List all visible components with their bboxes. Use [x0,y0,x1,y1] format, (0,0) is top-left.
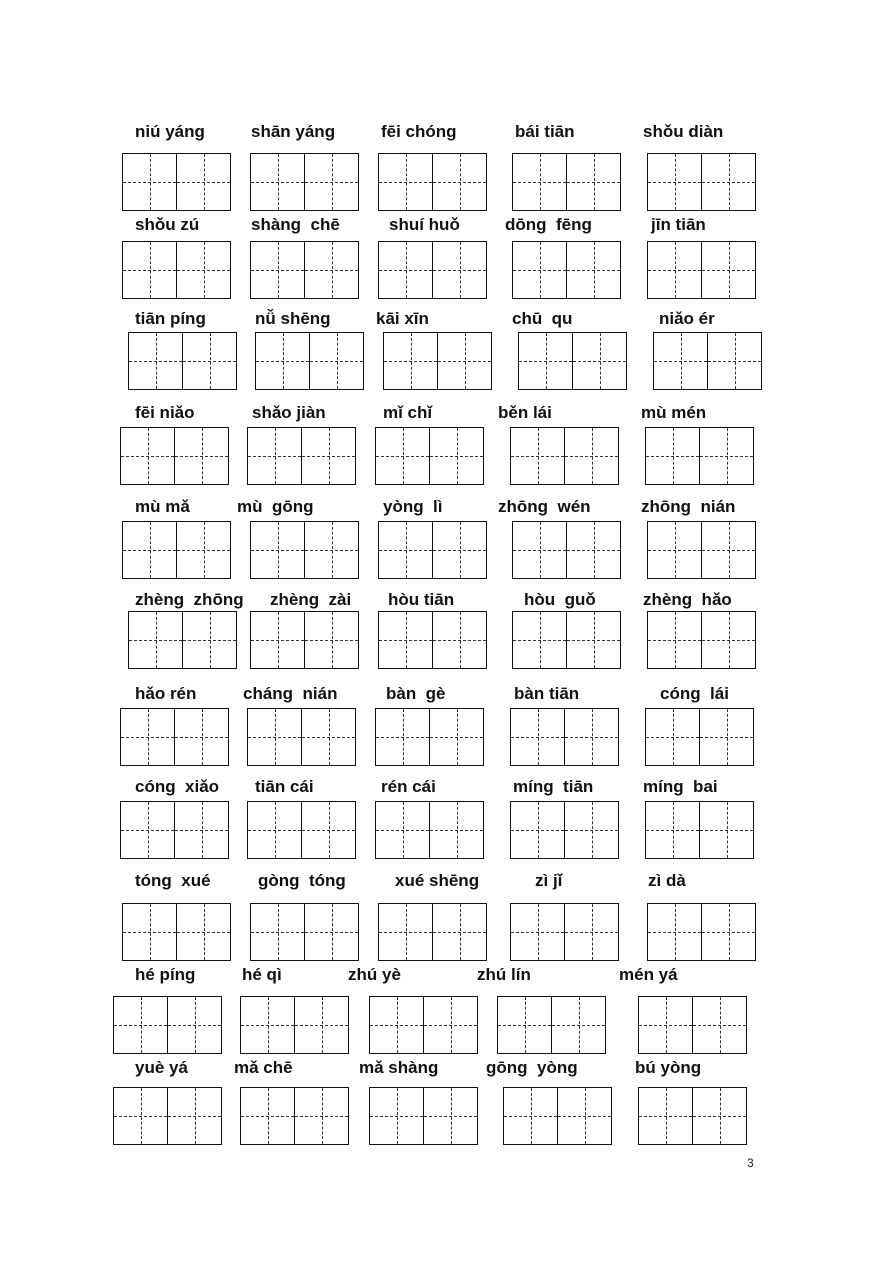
guide-line-horizontal [129,640,182,641]
writing-cell[interactable] [375,801,430,859]
writing-cell[interactable] [250,903,305,961]
pinyin-label: zhèng hǎo [643,590,732,609]
writing-cell[interactable] [378,153,433,211]
writing-cell[interactable] [301,427,356,485]
guide-line-horizontal [121,456,174,457]
writing-cell[interactable] [122,153,177,211]
pinyin-label: zhōng nián [641,497,736,516]
writing-cell[interactable] [375,427,430,485]
guide-line-horizontal [305,640,358,641]
writing-cell[interactable] [566,153,621,211]
guide-line-horizontal [424,1116,477,1117]
pinyin-label: zì dà [648,871,686,890]
writing-cell[interactable] [638,1087,693,1145]
guide-line-horizontal [379,270,432,271]
writing-cell[interactable] [304,521,359,579]
guide-line-horizontal [175,456,228,457]
guide-line-horizontal [424,1025,477,1026]
writing-cell[interactable] [122,903,177,961]
guide-line-horizontal [305,550,358,551]
pinyin-label: běn lái [498,403,552,422]
pinyin-label: hòu tiān [388,590,455,609]
writing-cell[interactable] [250,521,305,579]
writing-cell[interactable] [653,332,708,390]
guide-line-horizontal [177,182,230,183]
pinyin-label: zì jǐ [535,871,563,890]
writing-cell[interactable] [240,996,295,1054]
pinyin-label: shǒu diàn [643,122,724,141]
writing-cell[interactable] [512,153,567,211]
guide-line-horizontal [708,361,761,362]
writing-cell[interactable] [512,521,567,579]
guide-line-horizontal [168,1116,221,1117]
writing-cell[interactable] [128,611,183,669]
guide-line-horizontal [646,456,699,457]
writing-cell[interactable] [564,903,619,961]
guide-line-horizontal [123,550,176,551]
pinyin-label: cháng nián [243,684,338,703]
guide-line-horizontal [648,270,701,271]
guide-line-horizontal [565,737,618,738]
guide-line-horizontal [513,182,566,183]
writing-cell[interactable] [423,996,478,1054]
pinyin-label: niú yáng [135,122,205,141]
guide-line-horizontal [565,456,618,457]
writing-cell[interactable] [120,708,175,766]
guide-line-horizontal [565,932,618,933]
writing-cell[interactable] [510,708,565,766]
guide-line-horizontal [438,361,491,362]
guide-line-horizontal [702,270,755,271]
pinyin-label: mù mǎ [135,497,190,516]
guide-line-horizontal [305,932,358,933]
pinyin-label: míng tiān [513,777,594,796]
guide-line-horizontal [302,830,355,831]
writing-cell[interactable] [247,708,302,766]
writing-cell[interactable] [645,708,700,766]
pinyin-label: mǐ chǐ [383,403,433,422]
writing-cell[interactable] [113,1087,168,1145]
pinyin-label: dōng fēng [505,215,592,234]
guide-line-horizontal [248,456,301,457]
guide-line-horizontal [123,182,176,183]
writing-cell[interactable] [255,332,310,390]
guide-line-horizontal [433,640,486,641]
writing-cell[interactable] [120,427,175,485]
pinyin-label: shuí huǒ [389,215,460,234]
writing-cell[interactable] [701,153,756,211]
guide-line-horizontal [433,932,486,933]
pinyin-label: niǎo ér [659,309,715,328]
pinyin-label: bàn tiān [514,684,580,703]
guide-line-horizontal [702,550,755,551]
guide-line-horizontal [552,1025,605,1026]
guide-line-horizontal [370,1025,423,1026]
writing-cell[interactable] [647,521,702,579]
guide-line-horizontal [123,270,176,271]
writing-cell[interactable] [638,996,693,1054]
guide-line-horizontal [498,1025,551,1026]
guide-line-horizontal [183,640,236,641]
writing-cell[interactable] [510,903,565,961]
writing-cell[interactable] [429,427,484,485]
guide-line-horizontal [511,456,564,457]
pinyin-label: fēi chóng [381,122,457,141]
writing-cell[interactable] [518,332,573,390]
guide-line-horizontal [177,932,230,933]
guide-line-horizontal [114,1025,167,1026]
writing-cell[interactable] [182,332,237,390]
guide-line-horizontal [310,361,363,362]
writing-cell[interactable] [564,801,619,859]
writing-cell[interactable] [699,427,754,485]
writing-cell[interactable] [174,427,229,485]
pinyin-label: fēi niǎo [135,403,195,422]
writing-cell[interactable] [304,903,359,961]
writing-cell[interactable] [250,153,305,211]
guide-line-horizontal [251,640,304,641]
pinyin-label: bàn gè [386,684,446,703]
guide-line-horizontal [567,640,620,641]
writing-cell[interactable] [128,332,183,390]
writing-cell[interactable] [429,708,484,766]
writing-cell[interactable] [378,611,433,669]
writing-cell[interactable] [383,332,438,390]
pinyin-label: tiān píng [135,309,206,328]
guide-line-horizontal [251,550,304,551]
guide-line-horizontal [433,182,486,183]
guide-line-horizontal [700,737,753,738]
guide-line-horizontal [648,640,701,641]
writing-cell[interactable] [176,241,231,299]
pinyin-label: shān yáng [251,122,336,141]
guide-line-horizontal [567,550,620,551]
guide-line-horizontal [567,182,620,183]
guide-line-horizontal [114,1116,167,1117]
pinyin-label: mǎ chē [234,1058,293,1077]
writing-cell[interactable] [301,708,356,766]
guide-line-horizontal [175,737,228,738]
pinyin-label: gòng tóng [258,871,346,890]
writing-cell[interactable] [566,611,621,669]
writing-cell[interactable] [378,903,433,961]
pinyin-label: hé píng [135,965,196,984]
guide-line-horizontal [511,830,564,831]
pinyin-label: jīn tiān [651,215,706,234]
writing-cell[interactable] [551,996,606,1054]
writing-cell[interactable] [564,708,619,766]
writing-cell[interactable] [432,241,487,299]
guide-line-horizontal [177,550,230,551]
guide-line-horizontal [121,737,174,738]
writing-cell[interactable] [309,332,364,390]
pinyin-label: gōng yòng [486,1058,578,1077]
guide-line-horizontal [504,1116,557,1117]
guide-line-horizontal [430,737,483,738]
guide-line-horizontal [639,1116,692,1117]
guide-line-horizontal [302,737,355,738]
guide-line-horizontal [123,932,176,933]
writing-cell[interactable] [572,332,627,390]
guide-line-horizontal [379,182,432,183]
pinyin-label: mù mén [641,403,707,422]
guide-line-horizontal [700,830,753,831]
guide-line-horizontal [183,361,236,362]
writing-cell[interactable] [369,1087,424,1145]
guide-line-horizontal [376,737,429,738]
guide-line-horizontal [248,737,301,738]
pinyin-label: zhú lín [477,965,531,984]
writing-cell[interactable] [497,996,552,1054]
writing-cell[interactable] [699,708,754,766]
pinyin-label: tóng xué [135,871,211,890]
pinyin-label: yuè yá [135,1058,188,1077]
guide-line-horizontal [433,550,486,551]
guide-line-horizontal [379,932,432,933]
guide-line-horizontal [648,550,701,551]
writing-cell[interactable] [557,1087,612,1145]
page-number: 3 [747,1156,754,1170]
pinyin-label: zhèng zài [270,590,352,609]
pinyin-label: míng bai [643,777,718,796]
writing-cell[interactable] [113,996,168,1054]
guide-line-horizontal [302,456,355,457]
writing-cell[interactable] [294,1087,349,1145]
writing-cell[interactable] [432,153,487,211]
writing-cell[interactable] [647,611,702,669]
pinyin-label: shǎo jiàn [252,403,326,422]
writing-cell[interactable] [701,611,756,669]
writing-cell[interactable] [250,611,305,669]
guide-line-horizontal [121,830,174,831]
writing-cell[interactable] [247,427,302,485]
pinyin-label: shàng chē [251,215,340,234]
guide-line-horizontal [168,1025,221,1026]
guide-line-horizontal [370,1116,423,1117]
guide-line-horizontal [558,1116,611,1117]
pinyin-label: xué shēng [395,871,480,890]
guide-line-horizontal [693,1116,746,1117]
writing-cell[interactable] [566,241,621,299]
guide-line-horizontal [513,270,566,271]
writing-cell[interactable] [122,521,177,579]
writing-cell[interactable] [701,903,756,961]
guide-line-horizontal [654,361,707,362]
guide-line-horizontal [256,361,309,362]
guide-line-horizontal [702,932,755,933]
writing-cell[interactable] [692,996,747,1054]
guide-line-horizontal [384,361,437,362]
writing-cell[interactable] [512,241,567,299]
writing-cell[interactable] [304,241,359,299]
guide-line-horizontal [248,830,301,831]
writing-cell[interactable] [503,1087,558,1145]
guide-line-horizontal [646,830,699,831]
pinyin-label: cóng lái [660,684,729,703]
writing-cell[interactable] [294,996,349,1054]
guide-line-horizontal [567,270,620,271]
writing-cell[interactable] [432,611,487,669]
writing-cell[interactable] [378,241,433,299]
pinyin-label: kāi xīn [376,309,429,328]
writing-cell[interactable] [120,801,175,859]
writing-cell[interactable] [510,801,565,859]
guide-line-horizontal [513,640,566,641]
pinyin-label: mén yá [619,965,678,984]
guide-line-horizontal [251,932,304,933]
pinyin-label: yòng lì [383,497,443,516]
pinyin-label: nǚ shēng [255,309,331,328]
guide-line-horizontal [519,361,572,362]
writing-cell[interactable] [247,801,302,859]
writing-cell[interactable] [174,801,229,859]
guide-line-horizontal [376,456,429,457]
writing-cell[interactable] [647,153,702,211]
pinyin-label: cóng xiǎo [135,777,220,796]
guide-line-horizontal [175,830,228,831]
writing-cell[interactable] [692,1087,747,1145]
writing-cell[interactable] [304,153,359,211]
writing-cell[interactable] [167,1087,222,1145]
guide-line-horizontal [251,270,304,271]
guide-line-horizontal [305,182,358,183]
writing-cell[interactable] [432,903,487,961]
pinyin-label: chū qu [512,309,573,328]
writing-cell[interactable] [510,427,565,485]
guide-line-horizontal [241,1025,294,1026]
guide-line-horizontal [646,737,699,738]
writing-cell[interactable] [647,903,702,961]
guide-line-horizontal [177,270,230,271]
writing-cell[interactable] [645,427,700,485]
guide-line-horizontal [305,270,358,271]
guide-line-horizontal [511,737,564,738]
writing-cell[interactable] [375,708,430,766]
writing-cell[interactable] [566,521,621,579]
guide-line-horizontal [700,456,753,457]
guide-line-horizontal [702,640,755,641]
writing-cell[interactable] [304,611,359,669]
guide-line-horizontal [693,1025,746,1026]
guide-line-horizontal [376,830,429,831]
guide-line-horizontal [379,550,432,551]
writing-cell[interactable] [432,521,487,579]
writing-cell[interactable] [512,611,567,669]
pinyin-label: zhèng zhōng [135,590,244,609]
guide-line-horizontal [511,932,564,933]
pinyin-label: bú yòng [635,1058,702,1077]
writing-cell[interactable] [378,521,433,579]
writing-cell[interactable] [429,801,484,859]
writing-cell[interactable] [122,241,177,299]
guide-line-horizontal [129,361,182,362]
pinyin-label: zhōng wén [498,497,591,516]
writing-cell[interactable] [423,1087,478,1145]
writing-cell[interactable] [707,332,762,390]
writing-cell[interactable] [564,427,619,485]
writing-cell[interactable] [701,241,756,299]
pinyin-label: bái tiān [515,122,575,141]
guide-line-horizontal [295,1116,348,1117]
pinyin-label: shǒu zú [135,215,200,234]
pinyin-label: mù gōng [237,497,314,516]
writing-cell[interactable] [182,611,237,669]
writing-cell[interactable] [176,521,231,579]
writing-cell[interactable] [174,708,229,766]
guide-line-horizontal [513,550,566,551]
pinyin-label: hòu guǒ [524,590,596,609]
writing-cell[interactable] [369,996,424,1054]
pinyin-label: mǎ shàng [359,1058,439,1077]
guide-line-horizontal [295,1025,348,1026]
writing-cell[interactable] [167,996,222,1054]
guide-line-horizontal [251,182,304,183]
writing-cell[interactable] [647,241,702,299]
guide-line-horizontal [648,182,701,183]
guide-line-horizontal [379,640,432,641]
guide-line-horizontal [430,830,483,831]
pinyin-label: tiān cái [255,777,314,796]
pinyin-label: hé qì [242,965,282,984]
guide-line-horizontal [573,361,626,362]
writing-cell[interactable] [699,801,754,859]
writing-cell[interactable] [701,521,756,579]
guide-line-horizontal [241,1116,294,1117]
guide-line-horizontal [639,1025,692,1026]
pinyin-label: rén cái [381,777,436,796]
writing-cell[interactable] [437,332,492,390]
writing-cell[interactable] [176,153,231,211]
writing-cell[interactable] [301,801,356,859]
guide-line-horizontal [565,830,618,831]
writing-cell[interactable] [645,801,700,859]
writing-cell[interactable] [240,1087,295,1145]
pinyin-label: zhú yè [348,965,401,984]
pinyin-label: hǎo rén [135,684,197,703]
writing-cell[interactable] [176,903,231,961]
guide-line-horizontal [430,456,483,457]
guide-line-horizontal [702,182,755,183]
guide-line-horizontal [648,932,701,933]
guide-line-horizontal [433,270,486,271]
writing-cell[interactable] [250,241,305,299]
